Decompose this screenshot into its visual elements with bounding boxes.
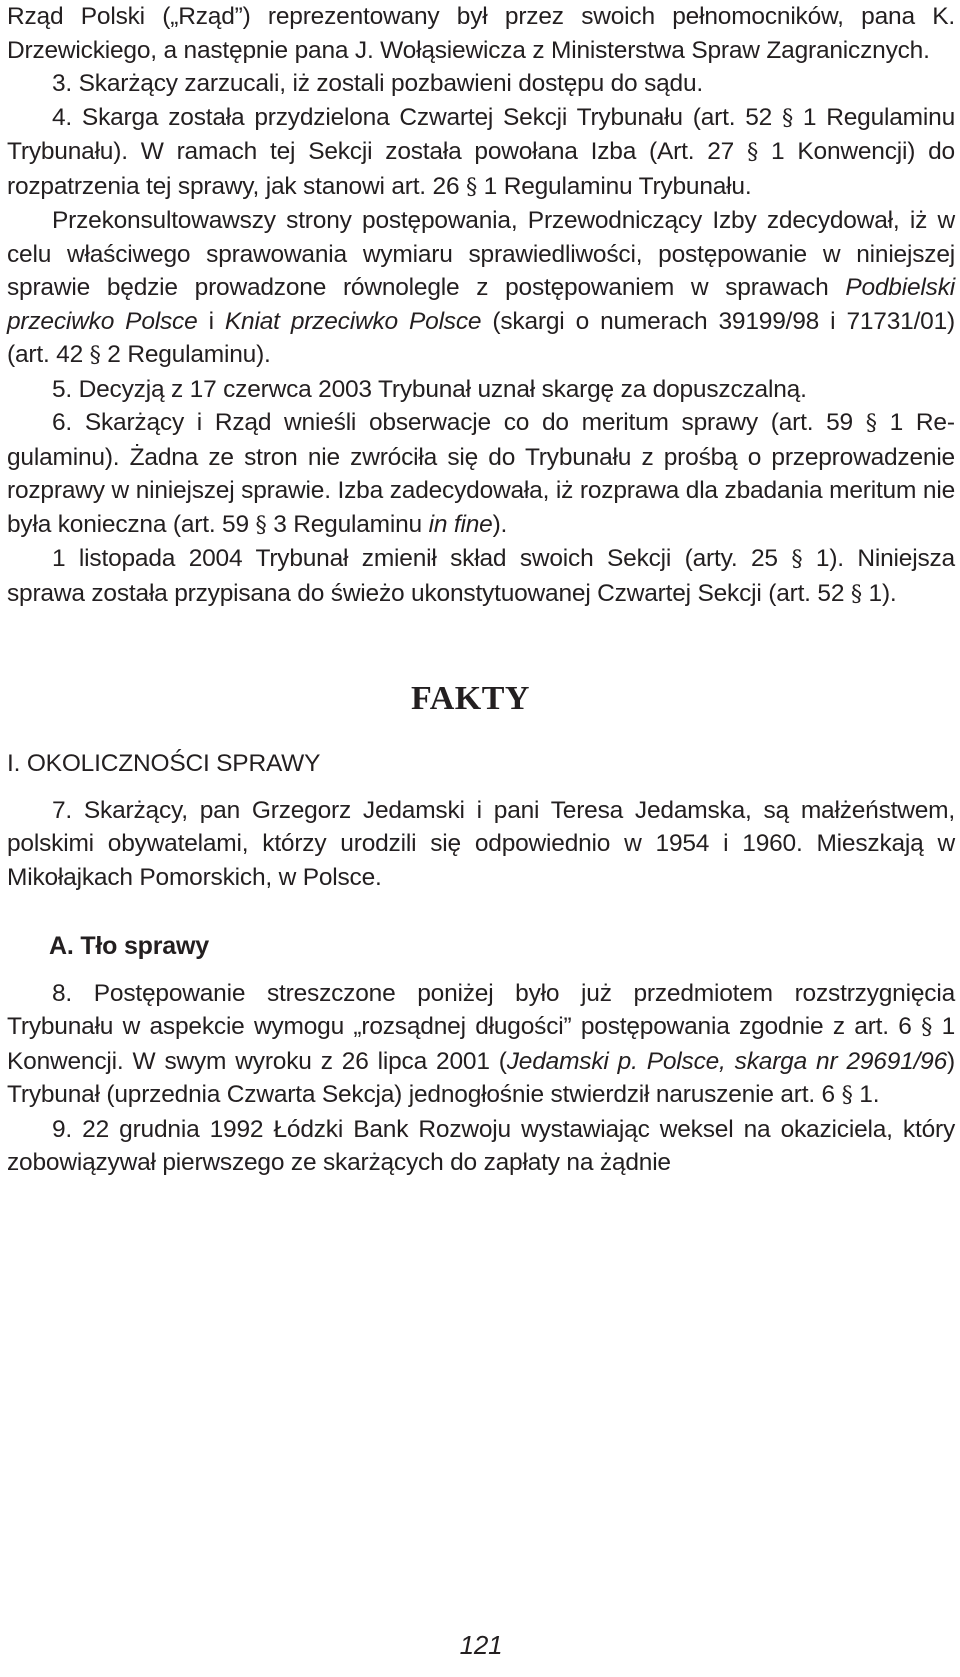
text-run: 3. Skarżący zarzucali, iż zostali pozbawieni dostępu do sądu.	[52, 70, 704, 97]
paragraph-government-representation	[7, 0, 955, 67]
text-run: 6. Skarżący i Rząd wnieśli obserwacje co do meritum sprawy (art. 59	[52, 409, 866, 436]
section-sign: §	[255, 511, 267, 538]
case-name-italic: Kniat przeciwko Polsce	[224, 307, 482, 335]
section-sign: §	[89, 342, 101, 368]
text-run: 1.	[852, 1081, 880, 1108]
spacer	[7, 781, 955, 794]
heading-circumstances: I. OKOLICZNOŚCI SPRAWY	[7, 750, 321, 777]
text-run: (skargi o numerach 39199/98 i 71731/01) (art. 42	[7, 307, 955, 368]
latin-phrase-italic: in fine	[428, 510, 493, 538]
section-sign: §	[841, 1082, 853, 1108]
text-run: 8. Postępowanie streszczone poniżej było już przedmiotem rozstrzygnięcia Trybunału w aspekcie wymogu „rozsądnej długości” postępowania zgodnie z art. 6	[7, 979, 955, 1040]
section-sign: §	[850, 580, 862, 607]
paragraph-4-continued	[7, 204, 955, 373]
section-sign: §	[865, 410, 877, 436]
text-run: ) Trybunał (uprzednia Czwarta Sekcja) jednogłośnie stwierdził naruszenie art. 6	[7, 1047, 955, 1108]
text-run: 1).	[861, 579, 897, 607]
paragraph-7	[7, 794, 955, 895]
section-sign: §	[791, 546, 803, 572]
text-run: 1 Regulaminu Trybunału). W ramach tej Sekcji została powołana Izba (Art. 27	[7, 103, 955, 165]
text-run: 1 Regulaminu Trybunału.	[477, 172, 752, 200]
text-run: Przekonsultowawszy strony postępowania, Przewodniczący Izby zdecydował, iż w celu właściwego sprawowania wymiaru sprawiedliwości, postępowanie w niniejszej sprawie będzie prowadzone równolegle z postępowaniem w sprawach	[7, 207, 955, 301]
paragraph-4	[7, 101, 955, 205]
section-sign: §	[465, 173, 478, 200]
paragraph-6	[7, 406, 955, 542]
paragraph-9	[7, 1113, 955, 1180]
section-sign: §	[921, 1014, 933, 1040]
heading-background: A. Tło sprawy	[49, 932, 209, 960]
paragraph-6-continued	[7, 542, 955, 611]
paragraph-3	[7, 67, 955, 101]
text-run: i	[197, 307, 225, 335]
spacer	[7, 964, 955, 977]
text-run: 2 Regulaminu).	[100, 341, 271, 368]
text-run: 4. Skarga została przydzielona Czwartej Sekcji Trybunału (art. 52	[52, 103, 782, 131]
heading-facts: FAKTY	[411, 680, 530, 717]
section-sign: §	[781, 104, 794, 131]
text-run: ).	[492, 510, 508, 538]
document-page	[7, 0, 955, 1677]
case-name-italic: Podbielski przeciwko Polsce	[7, 274, 955, 335]
text-run: 1 Konwencji. W swym wyroku z 26 lipca 2001 (	[7, 1013, 955, 1075]
page-number: 121	[459, 1630, 503, 1660]
text-run: 5. Decyzją z 17 czerwca 2003 Trybunał uznał skargę za dopuszczalną.	[52, 375, 807, 403]
paragraph-5	[7, 373, 955, 407]
paragraph-8	[7, 977, 955, 1113]
section-sign: §	[747, 139, 759, 165]
text-run: 1 Regulaminu). Żadna ze stron nie zwróciła się do Trybunału z prośbą o przeprowadzenie rozprawy w niniejszej sprawie. Izba zadecydowała, iż rozprawa dla zbadania meritum nie była konieczna (art. 59	[7, 409, 955, 538]
spacer	[7, 611, 955, 679]
text-run: 1 Konwencji) do rozpatrzenia tej sprawy, jak stanowi art. 26	[7, 138, 955, 200]
text-run: 7. Skarżący, pan Grzegorz Jedamski i pani Teresa Jedamska, są małżeństwem, polskimi obywatelami, którzy urodzili się odpowiednio w 1954 i 1960. Mieszkają w Mikołajkach Pomorskich, w Polsce.	[7, 796, 955, 891]
text-run: 1 listopada 2004 Trybunał zmienił skład swoich Sekcji (arty. 25	[52, 545, 792, 572]
text-run: 9. 22 grudnia 1992 Łódzki Bank Rozwoju wystawiając weksel na okaziciela, który zobowiązywał pierwszego ze skarżących do zapłaty na żądnie	[7, 1115, 955, 1176]
text-run: 3 Regulaminu	[266, 510, 429, 538]
spacer	[7, 894, 955, 930]
case-reference-italic: Jedamski p. Polsce, skarga nr 29691/96	[506, 1047, 948, 1075]
text-run: 1). Niniejsza sprawa została przypisana do świeżo ukonstytuowanej Czwartej Sekcji (art. 52	[7, 545, 955, 607]
text-run: Rząd Polski („Rząd”) reprezentowany był przez swoich pełnomocników, pana K. Drzewickiego, a następnie pana J. Wołąsiewicza z Ministerstwa Spraw Zagranicznych.	[7, 3, 955, 64]
